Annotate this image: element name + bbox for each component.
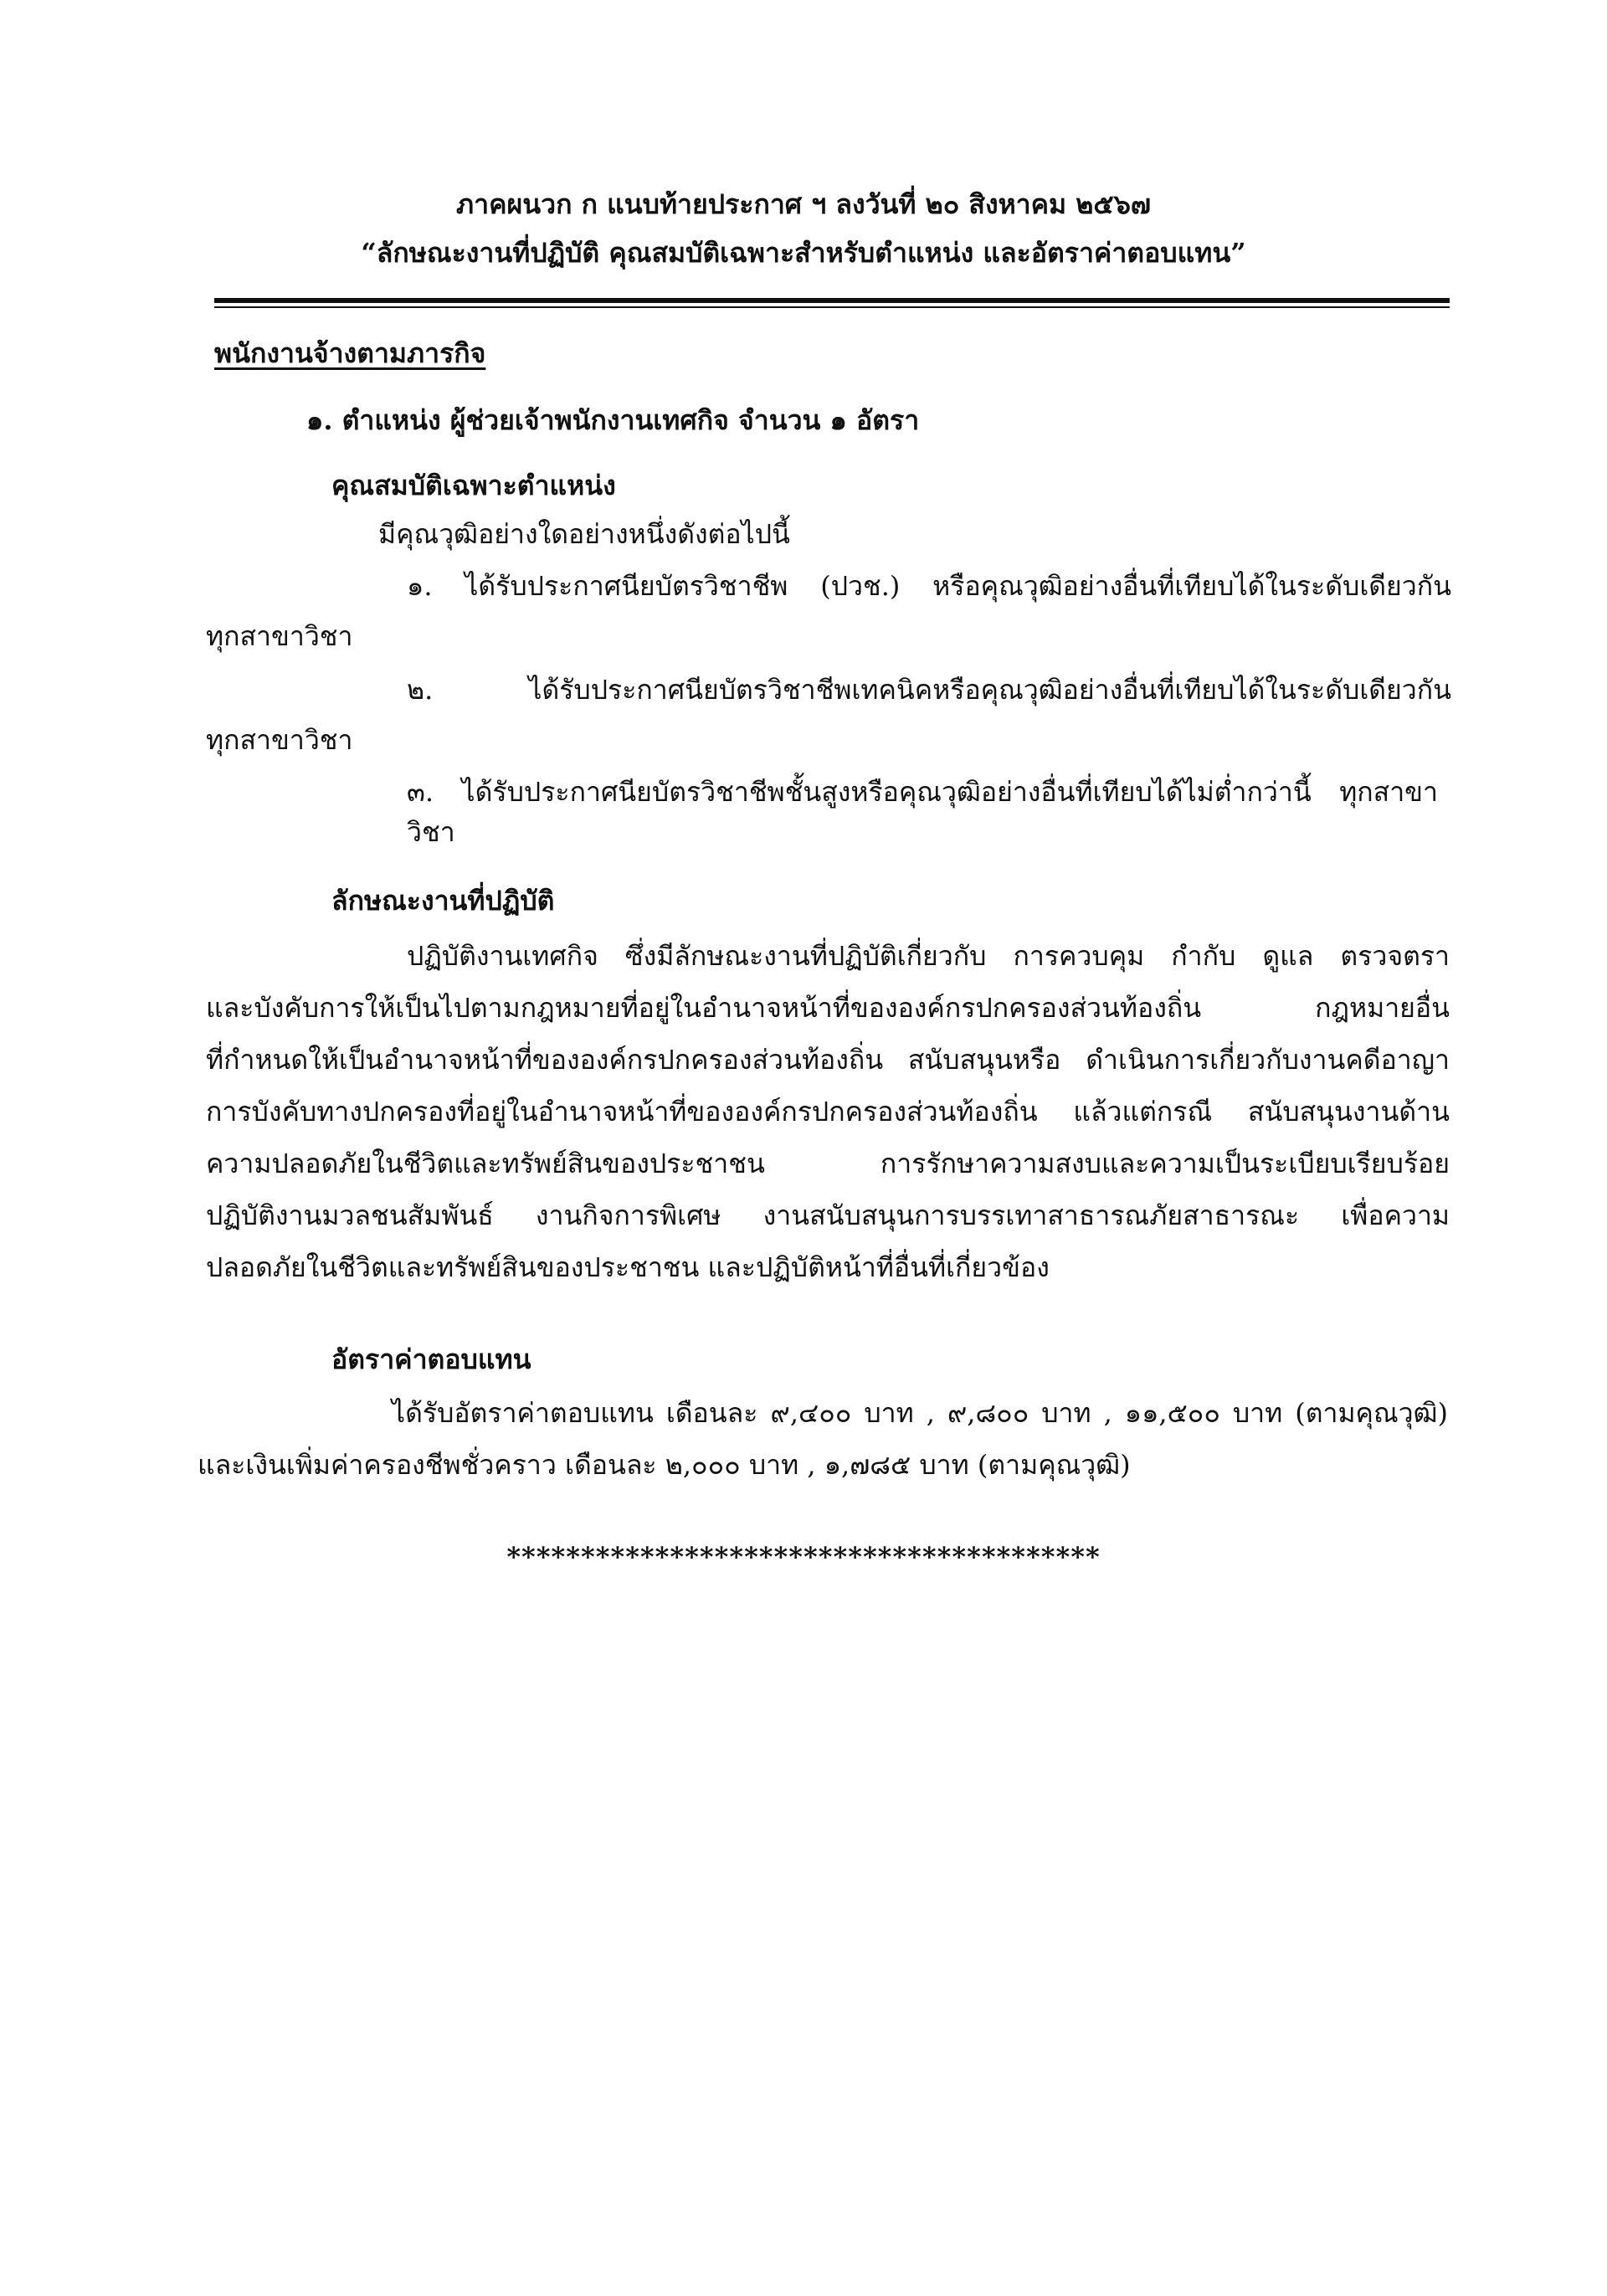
duties-line: การบังคับทางปกครองที่อยู่ในอำนาจหน้าที่ขององค์กรปกครองส่วนท้องถิ่น แล้วแต่กรณี สนับสนุนงานด้าน xyxy=(206,1096,1450,1127)
duties-line: และบังคับการให้เป็นไปตามกฎหมายที่อยู่ในอำนาจหน้าที่ขององค์กรปกครองส่วนท้องถิ่น กฎหมายอื่น xyxy=(206,992,1450,1024)
duties-line: ที่กำหนดให้เป็นอำนาจหน้าที่ขององค์กรปกครองส่วนท้องถิ่น สนับสนุนหรือ ดำเนินการเกี่ยวกับงานคดีอาญา xyxy=(206,1044,1450,1076)
duties-line: ปลอดภัยในชีวิตและทรัพย์สินของประชาชน และปฏิบัติหน้าที่อื่นที่เกี่ยวข้อง xyxy=(206,1251,1050,1283)
qualification-item-2-cont: ทุกสาขาวิชา xyxy=(206,724,353,756)
duties-heading: ลักษณะงานที่ปฏิบัติ xyxy=(331,885,555,917)
qualification-item-3: ๓. ได้รับประกาศนียบัตรวิชาชีพชั้นสูงหรือคุณวุฒิอย่างอื่นที่เทียบได้ไม่ต่ำกว่านี้ ทุกสาขาวิชา xyxy=(407,776,1438,848)
duties-line: ปฏิบัติงานเทศกิจ ซึ่งมีลักษณะงานที่ปฏิบัติเกี่ยวกับ การควบคุม กำกับ ดูแล ตรวจตรา xyxy=(407,940,1450,972)
header-divider-thin xyxy=(214,306,1450,308)
duties-line: ปฏิบัติงานมวลชนสัมพันธ์ งานกิจการพิเศษ งานสนับสนุนการบรรเทาสาธารณภัยสาธารณะ เพื่อความ xyxy=(206,1199,1450,1231)
qualification-item-1-cont: ทุกสาขาวิชา xyxy=(206,620,353,652)
qualifications-heading: คุณสมบัติเฉพาะตำแหน่ง xyxy=(331,470,616,501)
compensation-line-1: ได้รับอัตราค่าตอบแทน เดือนละ ๙,๔๐๐ บาท , ๙,๘๐๐ บาท , ๑๑,๕๐๐ บาท (ตามคุณวุฒิ) xyxy=(392,1397,1448,1429)
compensation-line-2: และเงินเพิ่มค่าครองชีพชั่วคราว เดือนละ ๒,๐๐๐ บาท , ๑,๗๘๕ บาท (ตามคุณวุฒิ) xyxy=(198,1449,1131,1481)
header-divider-thick xyxy=(214,298,1450,303)
qualification-item-1: ๑. ได้รับประกาศนียบัตรวิชาชีพ (ปวช.) หรือคุณวุฒิอย่างอื่นที่เทียบได้ในระดับเดียวกัน xyxy=(407,570,1451,602)
compensation-heading: อัตราค่าตอบแทน xyxy=(331,1343,531,1375)
title-line-2: “ลักษณะงานที่ปฏิบัติ คุณสมบัติเฉพาะสำหรับตำแหน่ง และอัตราค่าตอบแทน” xyxy=(361,237,1246,269)
qualification-item-2: ๒. ได้รับประกาศนียบัตรวิชาชีพเทคนิคหรือคุณวุฒิอย่างอื่นที่เทียบได้ในระดับเดียวกัน xyxy=(407,674,1451,706)
end-separator: **************************************** xyxy=(506,1541,1101,1573)
section-heading: พนักงานจ้างตามภารกิจ xyxy=(214,337,486,369)
duties-line: ความปลอดภัยในชีวิตและทรัพย์สินของประชาชน การรักษาความสงบและความเป็นระเบียบเรียบร้อย xyxy=(206,1148,1450,1179)
qualifications-intro: มีคุณวุฒิอย่างใดอย่างหนึ่งดังต่อไปนี้ xyxy=(378,518,790,550)
title-line-1: ภาคผนวก ก แนบท้ายประกาศ ฯ ลงวันที่ ๒๐ สิงหาคม ๒๕๖๗ xyxy=(456,188,1151,220)
position-line: ๑. ตำแหน่ง ผู้ช่วยเจ้าพนักงานเทศกิจ จำนวน ๑ อัตรา xyxy=(306,404,920,436)
